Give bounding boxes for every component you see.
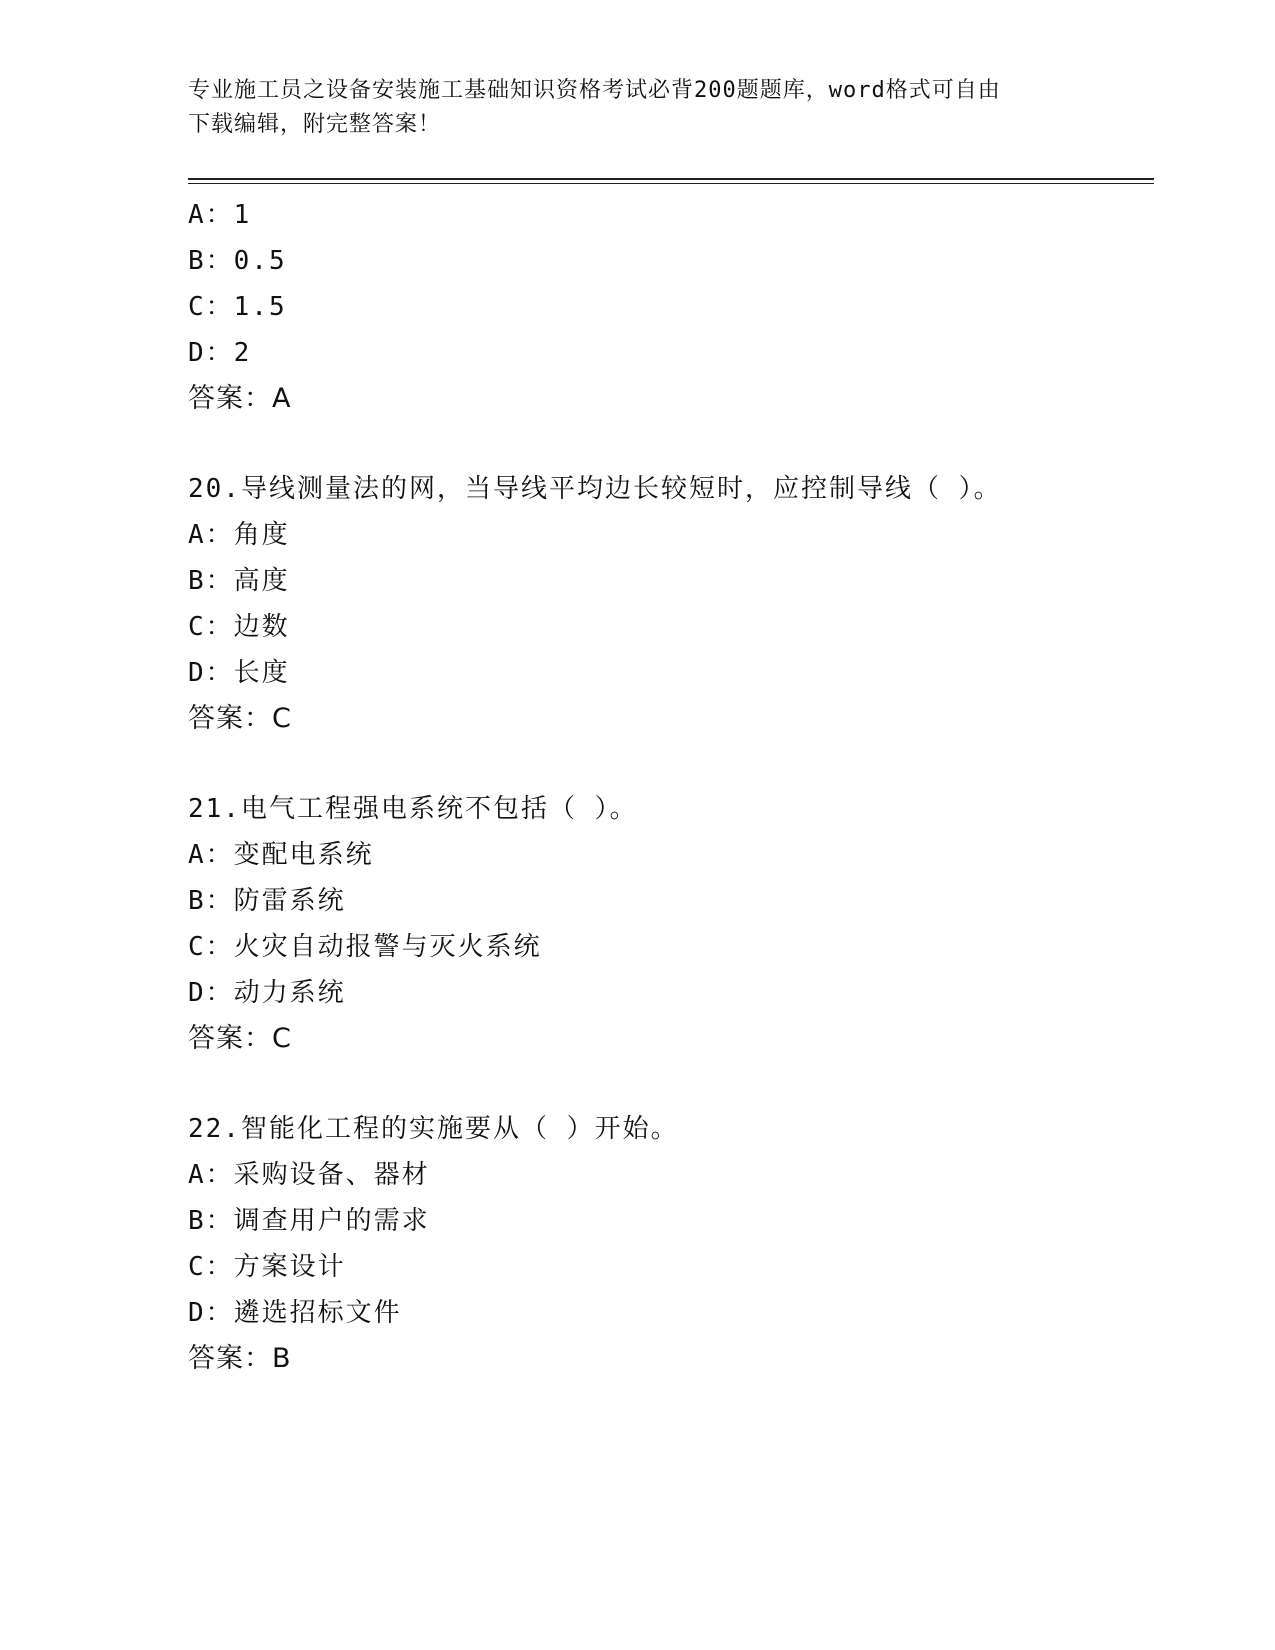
option-d: D：动力系统 bbox=[188, 978, 346, 1008]
option-c: C：边数 bbox=[188, 612, 290, 642]
question-text: 20.导线测量法的网，当导线平均边长较短时，应控制导线（ ）。 bbox=[188, 474, 1002, 504]
answer-line: 答案：C bbox=[188, 703, 292, 734]
header-line-2: 下载编辑，附完整答案！ bbox=[188, 112, 442, 137]
option-a: A：变配电系统 bbox=[188, 840, 374, 870]
question-block-19 bbox=[188, 192, 1148, 422]
answer-line: 答案：C bbox=[188, 1023, 292, 1054]
option-d: D：长度 bbox=[188, 658, 290, 688]
option-d: D：遴选招标文件 bbox=[188, 1298, 402, 1328]
option-d: D：2 bbox=[188, 338, 252, 368]
option-b: B：0.5 bbox=[188, 246, 287, 276]
option-c: C：方案设计 bbox=[188, 1252, 346, 1282]
question-text: 22.智能化工程的实施要从（ ）开始。 bbox=[188, 1114, 679, 1144]
option-a: A：角度 bbox=[188, 520, 290, 550]
question-block-21 bbox=[188, 786, 1148, 1062]
question-block-20 bbox=[188, 466, 1148, 742]
option-c: C：火灾自动报警与灭火系统 bbox=[188, 932, 542, 962]
option-a: A：1 bbox=[188, 200, 252, 230]
header-line-1: 专业施工员之设备安装施工基础知识资格考试必背200题题库，word格式可自由 bbox=[188, 78, 1001, 103]
question-text: 21.电气工程强电系统不包括（ ）。 bbox=[188, 794, 638, 824]
option-c: C：1.5 bbox=[188, 292, 287, 322]
answer-line: 答案：B bbox=[188, 1343, 292, 1374]
option-b: B：调查用户的需求 bbox=[188, 1206, 430, 1236]
header-rule-thin bbox=[188, 183, 1154, 184]
document-header bbox=[188, 74, 1068, 142]
header-rule-thick bbox=[188, 178, 1154, 180]
question-block-22 bbox=[188, 1106, 1148, 1382]
option-a: A：采购设备、器材 bbox=[188, 1160, 430, 1190]
option-b: B：防雷系统 bbox=[188, 886, 346, 916]
question-list bbox=[188, 192, 1148, 1382]
answer-line: 答案：A bbox=[188, 383, 292, 414]
option-b: B：高度 bbox=[188, 566, 290, 596]
